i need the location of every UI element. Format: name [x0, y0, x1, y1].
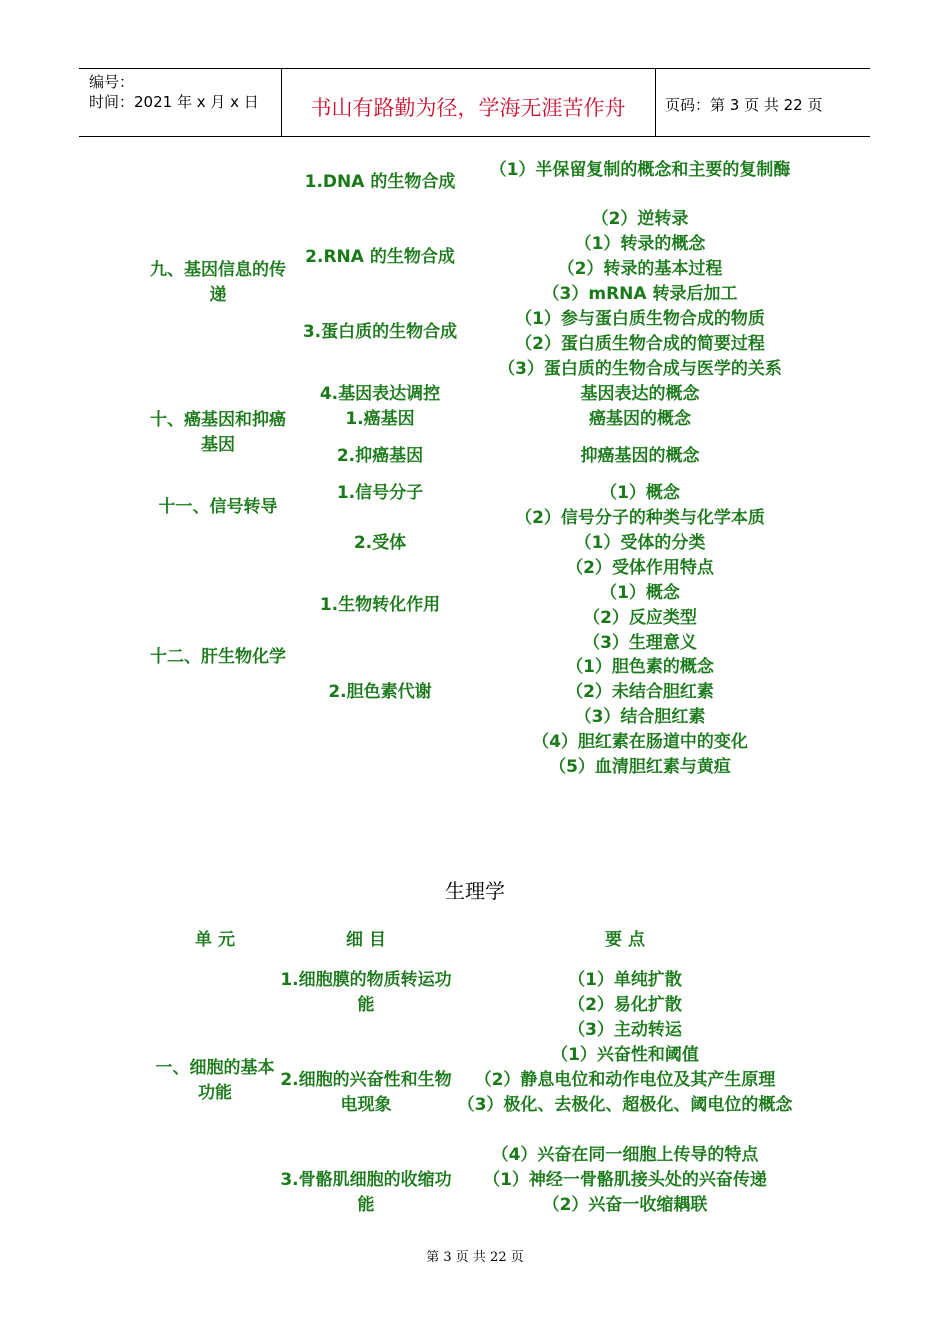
- point-item: （4）胆红素在肠道中的变化: [532, 732, 748, 752]
- topic-title: 1.信号分子: [336, 483, 424, 503]
- topic-title: 2.抑癌基因: [336, 446, 424, 466]
- point-item: （1）受体的分类: [574, 533, 706, 553]
- point-item: （3）生理意义: [583, 633, 697, 653]
- unit-text: 九、基因信息的传递: [150, 260, 286, 305]
- point-item: （2）蛋白质生物合成的简要过程: [515, 334, 765, 354]
- point-item: （3）结合胆红素: [574, 707, 706, 727]
- point-item: （3）mRNA 转录后加工: [542, 284, 738, 304]
- point-item: （2）静息电位和动作电位及其产生原理: [474, 1070, 776, 1090]
- point-item: （1）神经一骨骼肌接头处的兴奋传递: [483, 1170, 767, 1190]
- section-title: 生理学: [445, 879, 505, 903]
- point-item: （2）逆转录: [591, 209, 689, 229]
- topic-title: 3.蛋白质的生物合成: [302, 322, 458, 342]
- header-page-number: 页码：第 3 页 共 22 页: [665, 96, 823, 114]
- point-item: 抑癌基因的概念: [580, 446, 700, 466]
- unit-label: 一、细胞的基本功能: [155, 1058, 275, 1103]
- topic-title: 1.细胞膜的物质转运功能: [280, 970, 452, 1015]
- point-item: （1）半保留复制的概念和主要的复制酶: [489, 160, 791, 180]
- point-item: （1）单纯扩散: [568, 970, 682, 990]
- topic-title: 2.胆色素代谢: [328, 682, 432, 702]
- topic-title: 3.骨骼肌细胞的收缩功能: [280, 1170, 452, 1215]
- column-header-points: 要 点: [605, 930, 645, 950]
- topic-title: 1.癌基因: [345, 409, 415, 429]
- point-item: （2）转录的基本过程: [557, 259, 723, 279]
- topic-title: 2.细胞的兴奋性和生物电现象: [280, 1070, 452, 1115]
- topic-title: 4.基因表达调控: [319, 384, 441, 404]
- point-item: （1）概念: [600, 583, 680, 603]
- point-item: （1）转录的概念: [574, 234, 706, 254]
- point-item: （2）信号分子的种类与化学本质: [515, 508, 765, 528]
- document-number: 编号：: [89, 73, 135, 91]
- topic-title: 2.受体: [353, 533, 407, 553]
- point-item: （4）兴奋在同一细胞上传导的特点: [491, 1145, 759, 1165]
- header-divider: [655, 69, 656, 136]
- column-header-item: 细 目: [346, 930, 386, 950]
- point-item: （1）概念: [600, 483, 680, 503]
- unit-label: 十、癌基因和抑癌基因: [150, 410, 286, 455]
- point-item: （3）蛋白质的生物合成与医学的关系: [498, 359, 782, 379]
- point-item: 基因表达的概念: [580, 384, 700, 404]
- topic-title: 1.生物转化作用: [319, 595, 441, 615]
- point-item: （2）兴奋一收缩耦联: [542, 1195, 708, 1215]
- unit-label: 十二、肝生物化学: [150, 647, 286, 667]
- page-header: [79, 68, 870, 137]
- point-item: （2）易化扩散: [568, 995, 682, 1015]
- point-item: （1）兴奋性和阈值: [551, 1045, 699, 1065]
- column-header-unit: 单 元: [195, 930, 235, 950]
- point-item: （1）胆色素的概念: [566, 657, 714, 677]
- topic-title: 2.RNA 的生物合成: [305, 247, 455, 267]
- point-item: 癌基因的概念: [589, 409, 691, 429]
- point-item: （2）反应类型: [583, 608, 697, 628]
- point-item: （3）主动转运: [568, 1020, 682, 1040]
- point-item: （5）血清胆红素与黄疸: [549, 757, 731, 777]
- document-date: 时间：2021 年 x 月 x 日: [89, 93, 259, 111]
- unit-label: [150, 258, 286, 308]
- unit-label: 十一、信号转导: [158, 497, 278, 517]
- topic-title: 1.DNA 的生物合成: [304, 172, 456, 192]
- point-item: （2）受体作用特点: [566, 558, 714, 578]
- point-item: （3）极化、去极化、超极化、阈电位的概念: [457, 1095, 793, 1115]
- page-footer: 第 3 页 共 22 页: [426, 1250, 524, 1265]
- point-item: （1）参与蛋白质生物合成的物质: [515, 309, 765, 329]
- point-item: （2）未结合胆红素: [566, 682, 714, 702]
- header-motto: 书山有路勤为径，学海无涯苦作舟: [310, 96, 626, 120]
